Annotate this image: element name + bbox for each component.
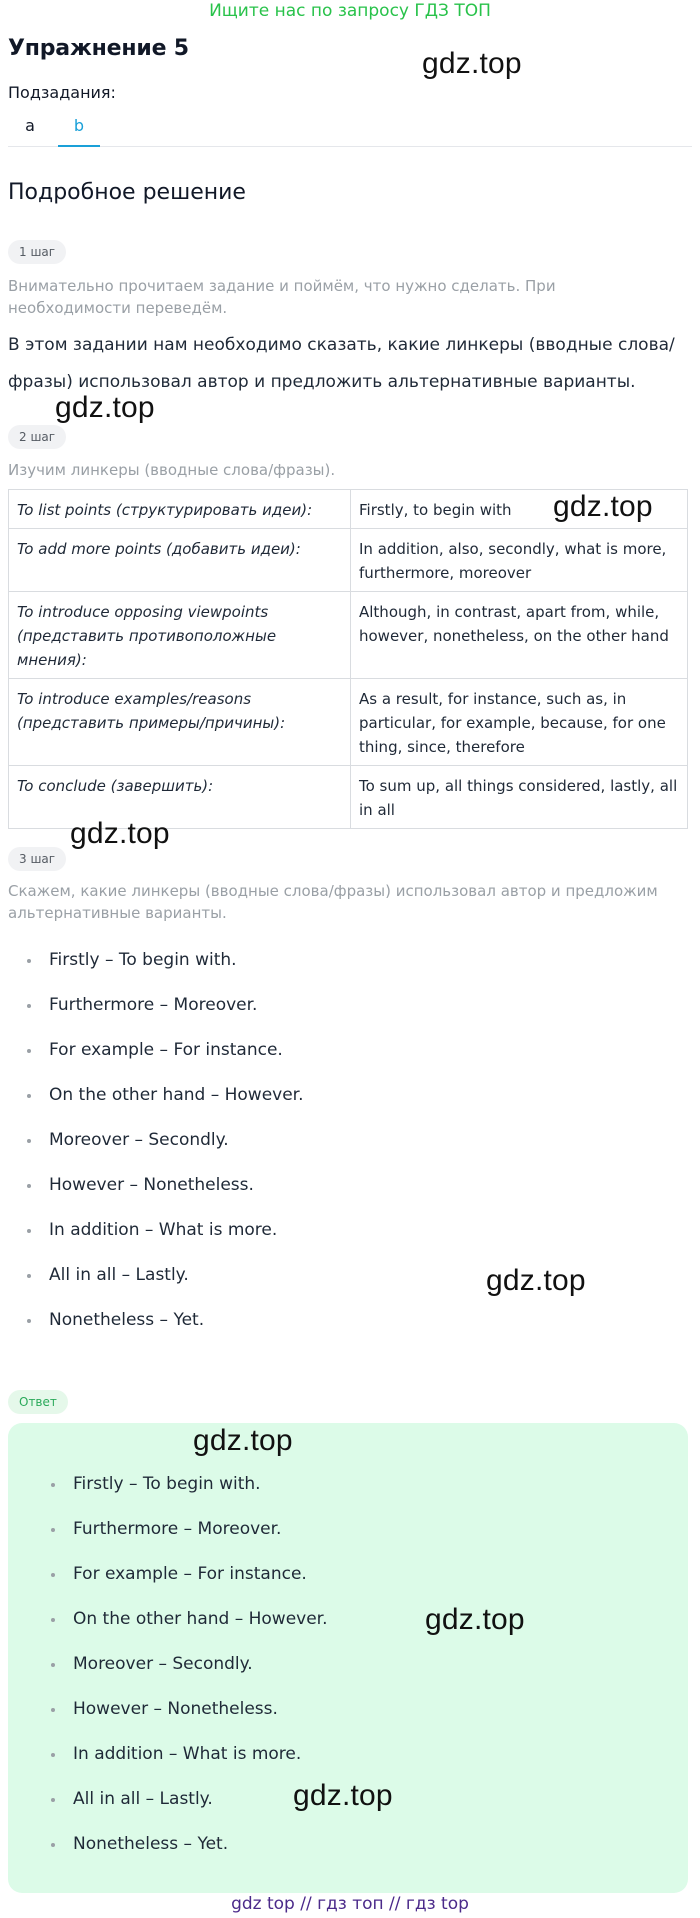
subtask-tabs — [8, 112, 692, 147]
list-item-text: Furthermore – Moreover. — [73, 1519, 282, 1539]
bullet-icon — [51, 1663, 55, 1667]
list-item — [8, 991, 304, 1036]
watermark: gdz.top — [553, 490, 653, 523]
subtasks-label: Подзадания: — [8, 83, 116, 102]
list-item — [8, 1261, 304, 1306]
step-2-badge: 2 шаг — [8, 425, 66, 449]
list-item-text: On the other hand – However. — [73, 1609, 328, 1629]
list-item — [32, 1695, 328, 1740]
bullet-icon — [27, 1139, 31, 1143]
step-1-hint: Внимательно прочитаем задание и поймём, что нужно сделать. При необходимости переведём. — [8, 277, 556, 317]
list-item — [32, 1605, 328, 1650]
bullet-icon — [27, 1049, 31, 1053]
bullet-icon — [27, 1274, 31, 1278]
list-item-text: For example – For instance. — [73, 1564, 307, 1584]
list-item-text: However – Nonetheless. — [73, 1699, 278, 1719]
table-cell-linkers: Firstly, to begin with — [351, 490, 688, 529]
step-3-badge: 3 шаг — [8, 847, 66, 871]
bullet-icon — [27, 1004, 31, 1008]
exercise-title: Упражнение 5 — [8, 36, 189, 61]
list-item-text: All in all – Lastly. — [49, 1265, 189, 1285]
list-item — [8, 1216, 304, 1261]
bullet-icon — [27, 959, 31, 963]
list-item — [32, 1830, 328, 1875]
list-item — [8, 1081, 304, 1126]
bullet-icon — [27, 1229, 31, 1233]
watermark: gdz.top — [422, 47, 522, 80]
table-cell-linkers: In addition, also, secondly, what is more, furthermore, moreover — [351, 529, 688, 592]
list-item — [32, 1470, 328, 1515]
list-item — [8, 1171, 304, 1216]
table-cell-purpose: To introduce opposing viewpoints (представить противоположные мнения): — [9, 592, 351, 679]
bullet-icon — [51, 1618, 55, 1622]
bullet-icon — [27, 1094, 31, 1098]
watermark: gdz.top — [486, 1264, 586, 1297]
bullet-icon — [51, 1708, 55, 1712]
list-item — [32, 1740, 328, 1785]
bullet-icon — [51, 1573, 55, 1577]
table-cell-linkers: To sum up, all things considered, lastly, all in all — [351, 766, 688, 829]
answer-list — [32, 1470, 328, 1875]
step-2-hint: Изучим линкеры (вводные слова/фразы). — [8, 461, 336, 479]
tab-b[interactable]: b — [58, 112, 100, 147]
list-item-text: For example – For instance. — [49, 1040, 283, 1060]
watermark: gdz.top — [70, 817, 170, 850]
list-item-text: Moreover – Secondly. — [73, 1654, 253, 1674]
step-1-text: В этом задании нам необходимо сказать, какие линкеры (вводные слова/фразы) использовал автор и предложить альтернативные варианты. — [8, 335, 675, 392]
bullet-icon — [51, 1483, 55, 1487]
watermark: gdz.top — [293, 1779, 393, 1812]
list-item — [8, 1036, 304, 1081]
watermark: gdz.top — [193, 1424, 293, 1457]
step-3-list — [8, 946, 304, 1351]
table-cell-purpose: To list points (структурировать идеи): — [9, 490, 351, 529]
table-cell-purpose: To add more points (добавить идеи): — [9, 529, 351, 592]
bullet-icon — [51, 1528, 55, 1532]
watermark: gdz.top — [425, 1603, 525, 1636]
list-item-text: In addition – What is more. — [49, 1220, 278, 1240]
table-row — [9, 529, 688, 592]
table-cell-linkers: Although, in contrast, apart from, while, however, nonetheless, on the other hand — [351, 592, 688, 679]
answer-badge: Ответ — [8, 1390, 68, 1414]
bullet-icon — [27, 1184, 31, 1188]
linkers-table — [8, 489, 688, 829]
list-item-text: In addition – What is more. — [73, 1744, 302, 1764]
list-item — [8, 946, 304, 991]
list-item-text: Nonetheless – Yet. — [73, 1834, 229, 1854]
list-item — [32, 1560, 328, 1605]
list-item-text: However – Nonetheless. — [49, 1175, 254, 1195]
table-cell-purpose: To introduce examples/reasons (представить примеры/причины): — [9, 679, 351, 766]
footer-links[interactable]: gdz top // гдз топ // гдз top — [231, 1894, 469, 1914]
promo-banner[interactable]: Ищите нас по запросу ГДЗ ТОП — [209, 1, 491, 21]
list-item-text: Firstly – To begin with. — [73, 1474, 261, 1494]
bullet-icon — [27, 1319, 31, 1323]
list-item — [8, 1126, 304, 1171]
list-item-text: Furthermore – Moreover. — [49, 995, 258, 1015]
solution-title: Подробное решение — [8, 180, 246, 205]
table-cell-purpose: To conclude (завершить): — [9, 766, 351, 829]
list-item — [32, 1785, 328, 1830]
step-3-hint: Скажем, какие линкеры (вводные слова/фразы) использовал автор и предложим альтернативные варианты. — [8, 882, 658, 922]
bullet-icon — [51, 1753, 55, 1757]
list-item-text: All in all – Lastly. — [73, 1789, 213, 1809]
list-item-text: Nonetheless – Yet. — [49, 1310, 205, 1330]
list-item — [8, 1306, 304, 1351]
list-item-text: On the other hand – However. — [49, 1085, 304, 1105]
table-cell-linkers: As a result, for instance, such as, in particular, for example, because, for one thing, since, therefore — [351, 679, 688, 766]
step-1-badge: 1 шаг — [8, 240, 66, 264]
table-row — [9, 679, 688, 766]
bullet-icon — [51, 1798, 55, 1802]
bullet-icon — [51, 1843, 55, 1847]
list-item-text: Firstly – To begin with. — [49, 950, 237, 970]
tab-a[interactable]: a — [25, 116, 35, 135]
table-row — [9, 592, 688, 679]
list-item — [32, 1650, 328, 1695]
list-item — [32, 1515, 328, 1560]
watermark: gdz.top — [55, 391, 155, 424]
list-item-text: Moreover – Secondly. — [49, 1130, 229, 1150]
